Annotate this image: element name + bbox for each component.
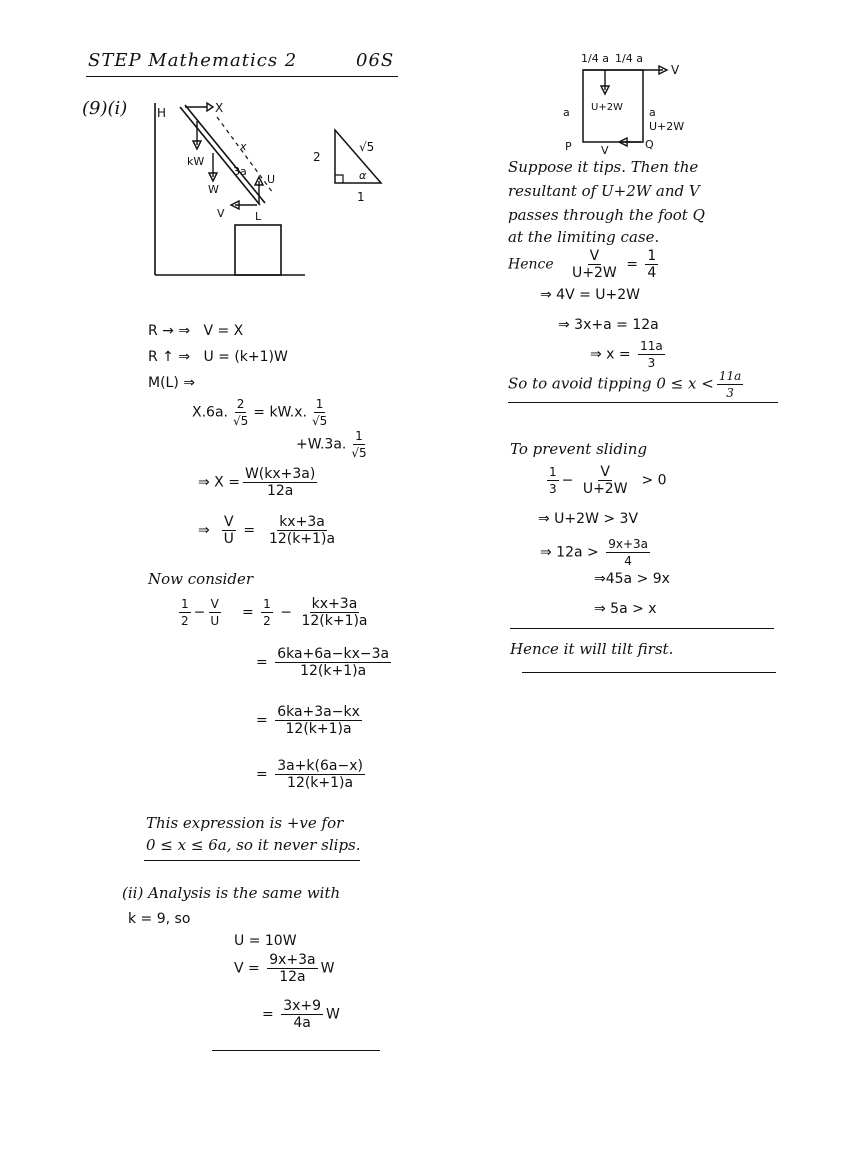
label-3a: 3a [233, 165, 247, 178]
block-U2W-right: U+2W [649, 120, 685, 133]
label-X: X [215, 101, 224, 115]
question-label: (9)(i) [82, 98, 128, 119]
text-resultant: resultant of U+2W and V [508, 182, 700, 200]
eq-moments: X.6a. $\frac{2}{√5}$ = kW.x. $\frac{1}{√5}$ [192, 397, 328, 428]
eq-moments-cont: +W.3a. $\frac{1}{√5}$ [296, 429, 367, 460]
label-V: V [217, 207, 225, 220]
rule-right-3 [522, 672, 776, 673]
eq-half-minus: $\frac{1}{2}$ − $\frac{V}{U}$ = $\frac{1}{2}$ − $\frac{kx+3a}{12(k+1)a}$ [181, 596, 368, 629]
block-Q: Q [645, 138, 654, 151]
text-prevent-sliding: To prevent sliding [510, 440, 648, 458]
tri-hyp: √5 [359, 140, 375, 154]
label-U: U [267, 173, 276, 186]
eq-x-11a-3: ⇒ x = $\frac{11a}{3}$ [590, 339, 663, 370]
text-avoid-tipping: So to avoid tipping 0 ≤ x < $\frac{11a}{3}$ [508, 369, 742, 400]
label-L: L [255, 210, 262, 223]
eq-step-2: = $\frac{6ka+3a-kx}{12(k+1)a}$ [256, 704, 360, 737]
eq-moments-label: M(L) ⇒ [148, 375, 195, 391]
text-passes-through: passes through the foot Q [508, 206, 705, 224]
block-a-left: a [563, 106, 570, 119]
eq-V-part-ii-simplified: = $\frac{3x+9}{4a}$ W [262, 998, 340, 1031]
eq-3x-plus-a: ⇒ 3x+a = 12a [558, 317, 659, 333]
eq-V-part-ii: V = $\frac{9x+3a}{12a}$ W [234, 952, 335, 985]
block-V-top: V [671, 63, 680, 77]
block-diagram [555, 48, 705, 158]
eq-sliding-condition: $\frac{1}{3}$ − $\frac{V}{U+2W}$ > 0 [549, 464, 667, 497]
header-title: STEP Mathematics 2 [88, 50, 298, 71]
tri-angle: α [359, 169, 367, 182]
block-a-right: a [649, 106, 656, 119]
header-underline [86, 76, 398, 77]
eq-hence-ratio: Hence $\frac{V}{U+2W}$ = $\frac{1}{4}$ [508, 248, 657, 281]
label-x: x [240, 140, 247, 153]
eq-resolve-horizontal: R → ⇒ V = X [148, 323, 244, 339]
eq-step-1: = $\frac{6ka+6a-kx-3a}{12(k+1)a}$ [256, 646, 390, 679]
header-year: 06S [356, 50, 395, 71]
eq-12a-gt: ⇒ 12a > $\frac{9x+3a}{4}$ [540, 537, 648, 568]
tri-base: 1 [357, 190, 365, 204]
label-kW: kW [187, 155, 205, 168]
rod-diagram [145, 95, 315, 285]
block-top-left: 1/4 a [581, 52, 609, 65]
label-W: W [208, 183, 219, 196]
block-U2W: U+2W [591, 102, 623, 113]
text-never-slips: 0 ≤ x ≤ 6a, so it never slips. [146, 836, 361, 854]
triangle-diagram [305, 125, 390, 210]
text-positive: This expression is +ve for [146, 814, 344, 832]
tri-side: 2 [313, 150, 321, 164]
text-limiting-case: at the limiting case. [508, 228, 660, 246]
block-V-bottom: V [601, 144, 609, 157]
text-suppose-tips: Suppose it tips. Then the [508, 158, 699, 176]
eq-4V: ⇒ 4V = U+2W [540, 287, 641, 303]
text-now-consider: Now consider [148, 570, 253, 588]
rule-right-1 [508, 402, 778, 403]
eq-step-3: = $\frac{3a+k(6a-x)}{12(k+1)a}$ [256, 758, 363, 791]
rule-left-1 [144, 860, 360, 861]
eq-5a-gt-x: ⇒ 5a > x [594, 601, 657, 617]
rule-right-2 [510, 628, 774, 629]
block-top-right: 1/4 a [615, 52, 643, 65]
block-P: P [565, 140, 572, 153]
text-tilt-first: Hence it will tilt first. [510, 640, 674, 658]
eq-resolve-vertical: R ↑ ⇒ U = (k+1)W [148, 349, 288, 365]
eq-V-over-U: ⇒ $\frac{V}{U}$ = $\frac{kx+3a}{12(k+1)a}$ [198, 514, 336, 547]
rule-left-2 [212, 1050, 380, 1051]
text-k-equals-9: k = 9, so [128, 911, 191, 927]
eq-X-result: ⇒ X = $\frac{W(kx+3a)}{12a}$ [198, 466, 316, 499]
eq-U2W-gt-3V: ⇒ U+2W > 3V [538, 511, 639, 527]
text-part-ii: (ii) Analysis is the same with [122, 884, 341, 902]
eq-U-10W: U = 10W [234, 933, 297, 949]
eq-45a-gt-9x: ⇒45a > 9x [594, 571, 670, 587]
label-H: H [157, 106, 167, 120]
